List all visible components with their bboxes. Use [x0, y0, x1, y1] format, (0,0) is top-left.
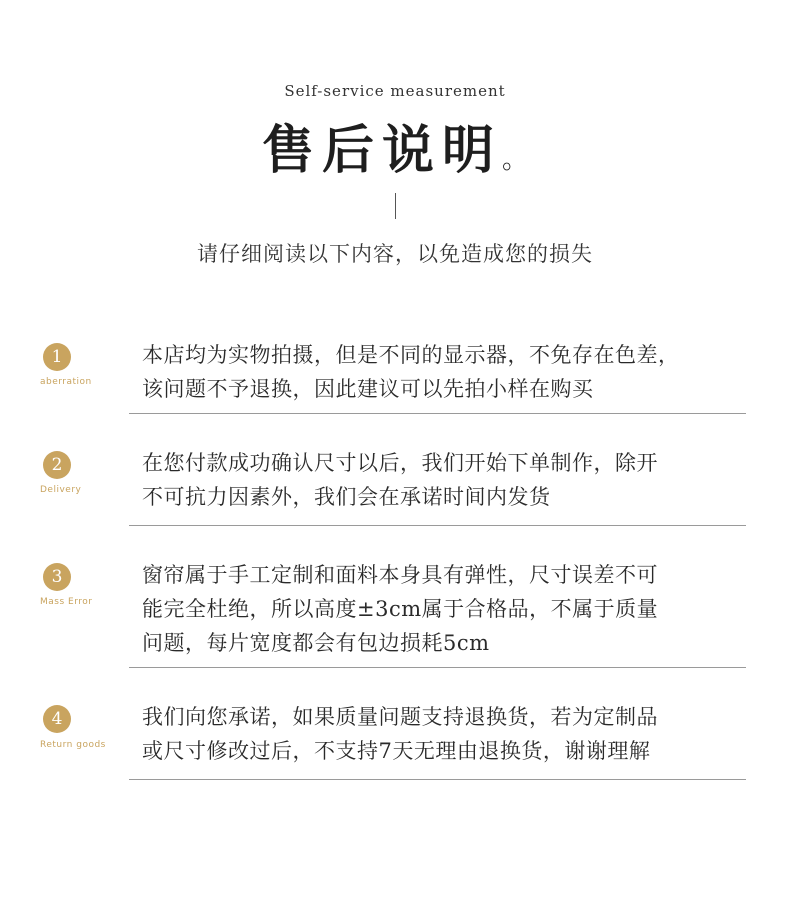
page-title: 售后说明 [261, 120, 502, 181]
item-text-line: 问题，每片宽度都会有包边损耗5cm [142, 631, 490, 655]
item-divider [129, 779, 746, 780]
item-text-line: 该问题不予退换，因此建议可以先拍小样在购买 [142, 377, 594, 401]
item-divider [129, 525, 746, 526]
item-text-line: 本店均为实物拍摄，但是不同的显示器，不免存在色差， [142, 343, 680, 367]
item-divider [129, 413, 746, 414]
item-divider [129, 667, 746, 668]
item-english-label: Mass Error [40, 597, 93, 607]
title-divider [395, 193, 396, 219]
number-badge: 4 [43, 705, 71, 733]
section-subtitle: Self-service measurement [284, 82, 506, 100]
item-text-line: 能完全杜绝，所以高度±3cm属于合格品，不属于质量 [142, 597, 659, 621]
item-text [142, 700, 742, 768]
number-badge: 2 [43, 451, 71, 479]
item-text-line: 我们向您承诺，如果质量问题支持退换货，若为定制品 [142, 705, 658, 729]
item-text [142, 558, 742, 660]
item-text-line: 窗帘属于手工定制和面料本身具有弹性，尺寸误差不可 [142, 563, 658, 587]
number-badge: 1 [43, 343, 71, 371]
item-text-line: 不可抗力因素外，我们会在承诺时间内发货 [142, 485, 551, 509]
number-badge: 3 [43, 563, 71, 591]
item-english-label: aberration [40, 377, 92, 387]
item-text [142, 338, 742, 406]
title-period: 。 [502, 145, 529, 175]
item-text-line: 在您付款成功确认尺寸以后，我们开始下单制作，除开 [142, 451, 658, 475]
item-english-label: Return goods [40, 740, 106, 750]
item-english-label: Delivery [40, 485, 82, 495]
item-text-line: 或尺寸修改过后，不支持7天无理由退换货，谢谢理解 [142, 739, 651, 763]
item-text [142, 446, 742, 514]
title-block [0, 108, 790, 183]
intro-text: 请仔细阅读以下内容，以免造成您的损失 [197, 242, 593, 266]
